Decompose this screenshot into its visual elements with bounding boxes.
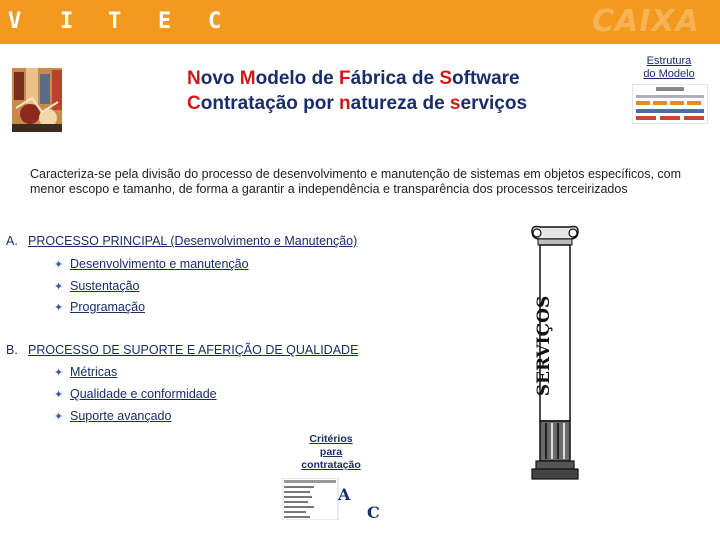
title-text: odelo de [255,68,340,89]
title-initial: n [339,93,351,114]
title-text: ontratação por [200,93,340,114]
title-initial: N [187,68,201,89]
bullet-icon: ✦ [54,302,64,314]
title-text: atureza de [350,93,450,114]
section-a-title: PROCESSO PRINCIPAL (Desenvolvimento e Manutenção) [28,234,358,248]
brand-letter: I [60,9,74,34]
structure-link-line-1: Estrutura [646,55,692,67]
title-initial: S [439,68,453,89]
title-initial: C [187,93,201,114]
list-item-label: Qualidade e conformidade [70,387,217,401]
criteria-mark-c: C [367,503,380,520]
brand-letter: T [108,9,122,34]
criteria-link-line-1: Critérios [309,433,353,445]
structure-diagram-thumbnail[interactable] [632,84,708,124]
section-a-heading[interactable] [6,234,357,248]
criteria-link-line-2: para [319,446,343,458]
title-text: erviços [460,93,528,114]
list-item-label: Suporte avançado [70,409,172,423]
list-item[interactable] [54,257,249,271]
list-item[interactable] [54,409,171,423]
list-item-label: Métricas [70,365,118,379]
bullet-icon: ✦ [54,389,64,401]
title-initial: F [339,68,351,89]
section-b-letter: B. [6,343,18,357]
bullet-icon: ✦ [54,367,64,379]
model-description: Caracteriza-se pela divisão do processo de desenvolvimento e manutenção de sistemas em objetos específicos, com menor escopo e tamanho, de forma a garantir a independência e transparência dos processos terceirizados [30,167,682,196]
list-item[interactable] [54,300,145,314]
list-item[interactable] [54,279,140,293]
brand-letter: V [8,9,22,34]
title-text: ovo [200,68,240,89]
title-initial: s [449,93,461,114]
section-a-letter: A. [6,234,18,248]
title-line-2 [187,91,527,116]
criteria-mark-a: A [338,485,351,504]
criteria-table-thumbnail[interactable] [282,478,382,520]
structure-model-link[interactable] [634,55,704,81]
section-b-heading[interactable] [6,343,358,357]
title-line-1 [187,66,527,91]
title-initial: M [239,68,256,89]
pillar-label: SERVIÇOS [534,295,554,397]
list-item-label: Desenvolvimento e manutenção [70,257,249,271]
caixa-logo: CAIXA [592,4,700,39]
abstract-art-icon [12,68,62,132]
header-banner [0,0,720,44]
list-item[interactable] [54,387,217,401]
bullet-icon: ✦ [54,281,64,293]
section-b-title: PROCESSO DE SUPORTE E AFERIÇÃO DE QUALIDADE [28,343,359,357]
structure-link-line-2: do Modelo [643,68,695,80]
brand-letter: E [158,9,172,34]
brand-letter: C [208,9,222,34]
criteria-link-line-3: contratação [301,459,361,471]
list-item[interactable] [54,365,117,379]
contract-criteria-link[interactable] [296,433,366,472]
title-text: ábrica de [350,68,440,89]
bullet-icon: ✦ [54,411,64,423]
bullet-icon: ✦ [54,259,64,271]
list-item-label: Programação [70,300,146,314]
page-title [187,66,527,116]
title-text: oftware [452,68,520,89]
list-item-label: Sustentação [70,279,140,293]
